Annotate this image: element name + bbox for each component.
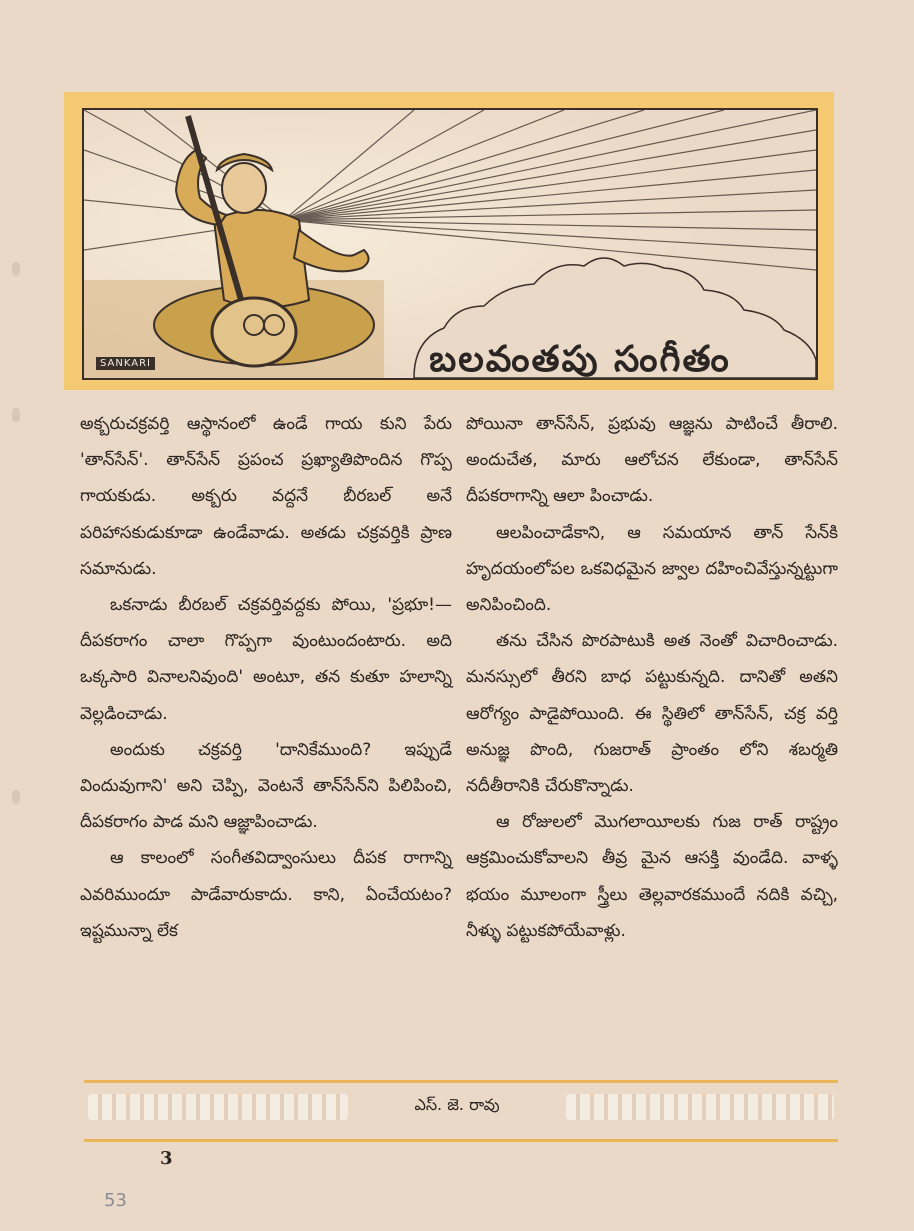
- pencil-annotation: 53: [104, 1190, 127, 1211]
- paragraph: ఒకనాడు బీరబల్ చక్రవర్తివద్దకు పోయి, 'ప్రభూ!—దీపకరాగం చాలా గొప్పగా వుంటుందంటారు. అది ఒక్కసారి వినాలనివుంది' అంటూ, తన కుతూ హలాన్ని వెల్లడించాడు.: [80, 595, 452, 724]
- footer-rule: [84, 1139, 838, 1142]
- artist-signature: SANKARI: [96, 357, 155, 370]
- story-title: బలవంతపు సంగీతం: [429, 339, 731, 381]
- paragraph: ఆలపించాడేకాని, ఆ సమయాన తాన్ సేన్‌కి హృదయంలోపల ఒకవిధమైన జ్వాల దహించివేస్తున్నట్టుగా అనిపించింది.: [466, 522, 838, 616]
- paragraph: తను చేసిన పొరపాటుకి అత నెంతో విచారించాడు. మనస్సులో తీరని బాధ పట్టుకున్నది. దానితో అతని ఆరోగ్యం పాడైపోయింది. ఈ స్థితిలో తాన్‌సేన్, చక్ర వర్తి అనుజ్ఞ పొంది, గుజరాత్ ప్రాంతం లోని శబర్మతి నదీతీరానికి చేరుకొన్నాడు.: [466, 631, 838, 797]
- paragraph: ఆ కాలంలో సంగీతవిద్వాంసులు దీపక రాగాన్ని ఎవరిముందూ పాడేవారుకాదు. కాని, ఏంచేయటం? ఇష్టమున్నా లేక: [80, 848, 452, 941]
- paragraph: అక్బరుచక్రవర్తి ఆస్థానంలో ఉండే గాయ కుని పేరు 'తాన్‌సేన్'. తాన్‌సేన్ ప్రపంచ ప్రఖ్యాతిపొందిన గొప్ప గాయకుడు. అక్బరు వద్దనే బీరబల్ అనే పరిహాసకుడుకూడా ఉండేవాడు. అతడు చక్రవర్తికి ప్రాణ సమానుడు.: [80, 414, 452, 579]
- binding-hole: [12, 790, 20, 804]
- paragraph: ఆ రోజులలో మొగలాయీలకు గుజ రాత్ రాష్ట్రం ఆక్రమించుకోవాలని తీవ్ర మైన ఆసక్తి వుండేది. వాళ్ళ భయం మూలంగా స్త్రీలు తెల్లవారకముందే నదికి వచ్చి, నీళ్ళు పట్టుకపోయేవాళ్లు.: [466, 812, 838, 941]
- binding-hole: [12, 408, 20, 422]
- left-column: [80, 406, 452, 949]
- author-name: ఎస్. జె. రావు: [414, 1095, 500, 1114]
- paragraph: పోయినా తాన్‌సేన్, ప్రభువు ఆజ్ఞను పాటించే తీరాలి. అందుచేత, మారు ఆలోచన లేకుండా, తాన్‌సేన్ దీపకరాగాన్ని ఆలా పించాడు.: [466, 414, 838, 507]
- binding-hole: [12, 262, 20, 276]
- page-number: 3: [160, 1148, 173, 1169]
- paragraph: అందుకు చక్రవర్తి 'దానికేముంది? ఇప్పుడే విందువుగాని' అని చెప్పి, వెంటనే తాన్‌సేన్‌ని పిలిపించి, దీపకరాగం పాడ మని ఆజ్ఞాపించాడు.: [80, 739, 452, 833]
- right-column: [466, 406, 838, 949]
- footer-rule: [84, 1080, 838, 1083]
